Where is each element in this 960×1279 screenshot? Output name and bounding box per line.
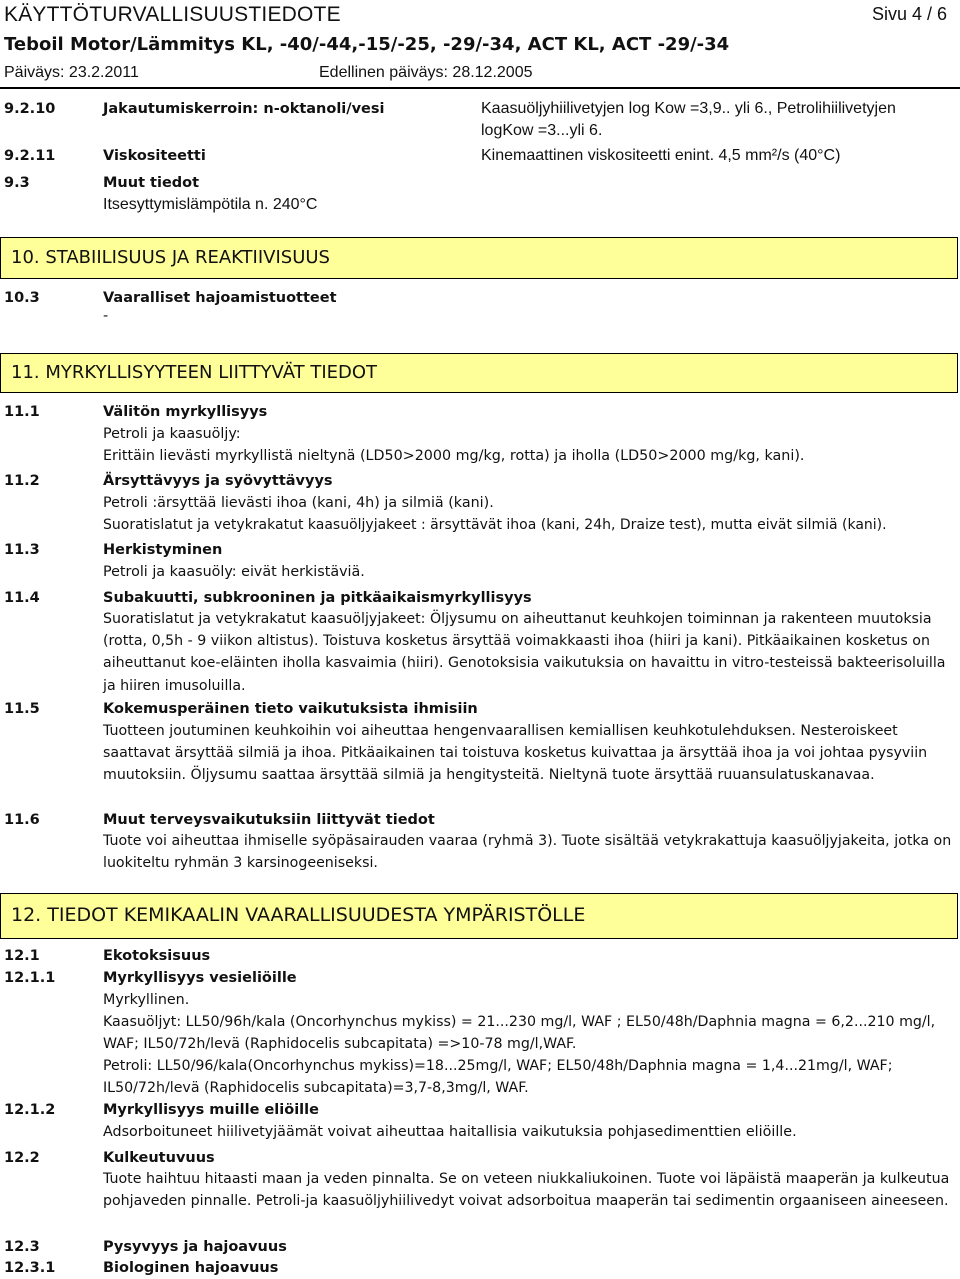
item-label: Myrkyllisyys vesieliöille [103, 970, 297, 986]
item-label: Subakuutti, subkrooninen ja pitkäaikaismyrkyllisyys [103, 590, 532, 606]
page-number: Sivu 4 / 6 [872, 4, 948, 24]
item-label: Kulkeutuvuus [103, 1150, 215, 1166]
section-title: 11. MYRKYLLISYYTEEN LIITTYVÄT TIEDOT [11, 362, 378, 383]
item-number: 10.3 [4, 290, 40, 306]
item-value: - [103, 308, 109, 324]
item-number: 12.3.1 [4, 1260, 56, 1276]
item-text: Petroli :ärsyttää lievästi ihoa (kani, 4h) ja silmiä (kani). [103, 495, 494, 511]
item-number: 12.1.2 [4, 1102, 56, 1118]
section-heading-11 [0, 353, 958, 393]
item-paragraph: Tuotteen joutuminen keuhkoihin voi aiheuttaa hengenvaarallisen kemiallisen keuhkotulehduksen. Nesteroiskeet saattavat ärsyttää silmiä ja ihoa. Pitkäaikainen tai toistuva kosketus kuivattaa ja ärsyttää ihoa ja voi johtaa pysyviin muutoksiin. Öljysumu saattaa ärsyttää silmiä ja hengitysteitä. Nieltynä tuote ärsyttää ruuansulatuskanavaa. [103, 723, 928, 784]
section-title: 10. STABIILISUUS JA REAKTIIVISUUS [11, 247, 330, 268]
item-number: 9.3 [4, 175, 30, 191]
item-number: 11.5 [4, 701, 40, 717]
item-paragraph: Kaasuöljyt: LL50/96h/kala (Oncorhynchus mykiss) = 21...230 mg/l, WAF ; EL50/48h/Daphnia magna = 6,2...210 mg/l, WAF; IL50/72h/levä (Raphidocelis subcapitata) =>10-78 mg/l,WAF. [103, 1014, 936, 1053]
item-label: Ekotoksisuus [103, 948, 211, 964]
item-value: Itsesyttymislämpötila n. 240°C [103, 196, 318, 213]
item-label: Vaaralliset hajoamistuotteet [103, 290, 337, 306]
item-paragraph: Suoratislatut ja vetykrakatut kaasuöljyjakeet: Öljysumu on aiheuttanut keuhkojen toiminnan ja rakenteen muutoksia (rotta, 0,5h - 9 viikon altistus). Toistuva kosketus ärsyttää voimakkaasti ihoa (hiiri ja kani). Pitkäaikainen kosketus on aiheuttanut koe-eläinten iholla kasvaimia (hiiri). Genotoksisia vaikutuksia on havaittu in vitro-testeissä bakteerisoluilla ja hiiren imusoluilla. [103, 611, 946, 694]
item-text: Adsorboituneet hiilivetyjäämät voivat aiheuttaa haitallisia vaikutuksia pohjasedimenttien eliöille. [103, 1124, 797, 1140]
item-number: 12.3 [4, 1239, 40, 1255]
product-name: Teboil Motor/Lämmitys KL, -40/-44,-15/-25, -29/-34, ACT KL, ACT -29/-34 [4, 34, 730, 55]
previous-date: Edellinen päiväys: 28.12.2005 [319, 64, 533, 81]
issue-date: Päiväys: 23.2.2011 [4, 64, 139, 81]
item-value: logKow =3...yli 6. [481, 122, 603, 139]
section-heading-10 [0, 237, 958, 279]
item-number: 11.2 [4, 473, 40, 489]
item-text: Petroli ja kaasuöljy: [103, 426, 241, 442]
item-value: Kinemaattinen viskositeetti enint. 4,5 mm²/s (40°C) [481, 147, 841, 164]
item-paragraph: Petroli: LL50/96/kala(Oncorhynchus mykiss)=18...25mg/l, WAF; EL50/48h/Daphnia magna = 1,4...21mg/l, WAF; IL50/72h/levä (Raphidocelis subcapitata)=3,7-8,3mg/l, WAF. [103, 1058, 893, 1097]
item-label: Viskositeetti [103, 148, 206, 164]
item-paragraph: Tuote haihtuu hitaasti maan ja veden pinnalta. Se on veteen niukkaliukoinen. Tuote voi läpäistä maaperän ja kulkeutua pohjaveden pinnalle. Petroli-ja kaasuöljyhiilivedyt voivat adsorboitua maaperän tai sedimentin orgaaniseen aineeseen. [103, 1171, 950, 1210]
item-label: Herkistyminen [103, 542, 223, 558]
section-title: 12. TIEDOT KEMIKAALIN VAARALLISUUDESTA YMPÄRISTÖLLE [11, 904, 586, 926]
item-value: Kaasuöljyhiilivetyjen log Kow =3,9.. yli 6., Petrolihiilivetyjen [481, 100, 896, 117]
item-text: Myrkyllinen. [103, 992, 190, 1008]
item-paragraph: Tuote voi aiheuttaa ihmiselle syöpäsairauden vaaraa (ryhmä 3). Tuote sisältää vetykrakattuja kaasuöljyjakeita, jotka on luokiteltu ryhmän 3 karsinogeeniseksi. [103, 833, 952, 872]
item-label: Kokemusperäinen tieto vaikutuksista ihmisiin [103, 701, 478, 717]
item-number: 11.1 [4, 404, 40, 420]
item-label: Muut tiedot [103, 175, 200, 191]
item-number: 9.2.11 [4, 148, 56, 164]
item-number: 9.2.10 [4, 101, 56, 117]
item-text: Suoratislatut ja vetykrakatut kaasuöljyjakeet : ärsyttävät ihoa (kani, 24h, Draize test), mutta eivät silmiä (kani). [103, 517, 887, 533]
item-number: 12.2 [4, 1150, 40, 1166]
item-number: 11.6 [4, 812, 40, 828]
item-label: Välitön myrkyllisyys [103, 404, 268, 420]
item-number: 11.3 [4, 542, 40, 558]
item-number: 12.1.1 [4, 970, 56, 986]
document-title: KÄYTTÖTURVALLISUUSTIEDOTE [4, 3, 341, 26]
item-text: Erittäin lievästi myrkyllistä nieltynä (LD50>2000 mg/kg, rotta) ja iholla (LD50>2000 mg/kg, kani). [103, 448, 805, 464]
item-label: Pysyvyys ja hajoavuus [103, 1239, 287, 1255]
item-number: 11.4 [4, 590, 40, 606]
item-label: Ärsyttävyys ja syövyttävyys [103, 473, 333, 489]
item-text: Petroli ja kaasuöly: eivät herkistäviä. [103, 564, 365, 580]
item-label: Myrkyllisyys muille eliöille [103, 1102, 319, 1118]
section-heading-12 [0, 893, 958, 939]
item-label: Biologinen hajoavuus [103, 1260, 279, 1276]
item-label: Muut terveysvaikutuksiin liittyvät tiedot [103, 812, 435, 828]
item-number: 12.1 [4, 948, 40, 964]
header-divider [0, 87, 960, 89]
item-label: Jakautumiskerroin: n-oktanoli/vesi [103, 101, 385, 117]
